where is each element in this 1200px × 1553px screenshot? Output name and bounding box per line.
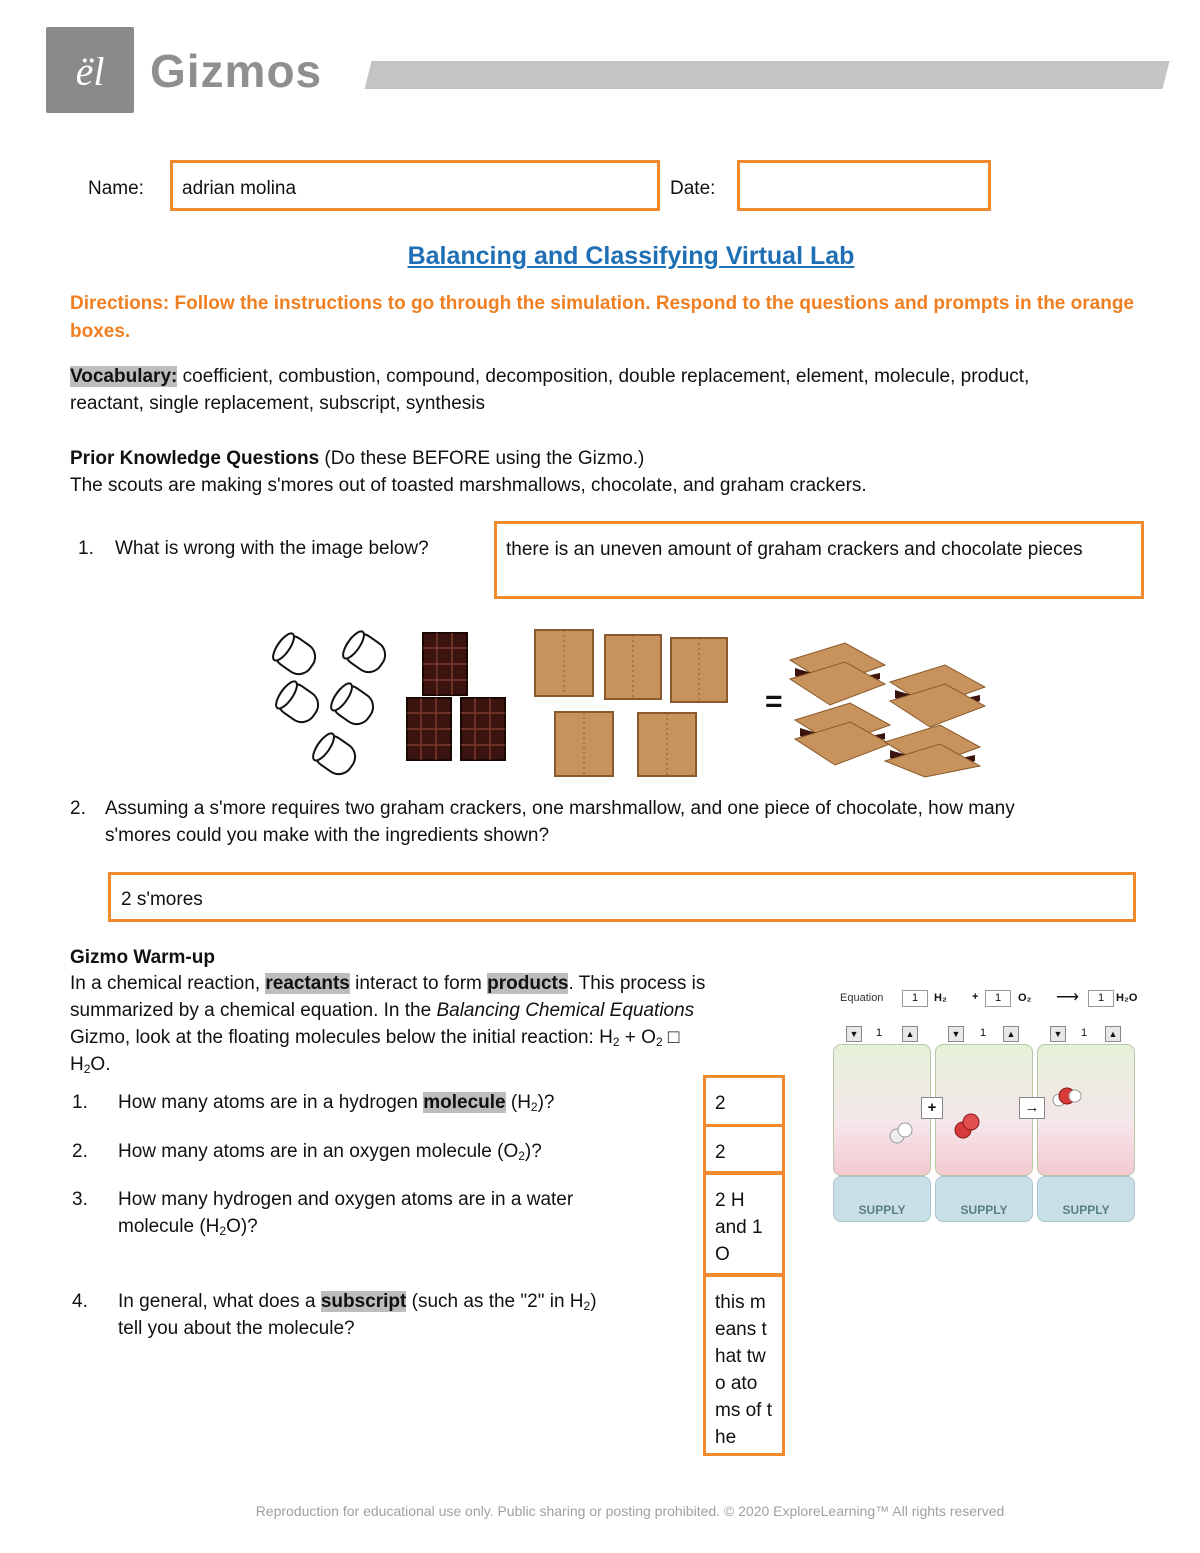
prior-heading-note: (Do these BEFORE using the Gizmo.) bbox=[319, 448, 645, 469]
name-label: Name: bbox=[88, 178, 144, 199]
question-text: (H bbox=[505, 1092, 531, 1113]
warmup-q1-answer-box[interactable] bbox=[703, 1075, 785, 1127]
increase-3-button[interactable]: ▲ bbox=[1105, 1026, 1121, 1042]
smores-illustration bbox=[265, 625, 995, 785]
equals-sign: = bbox=[765, 685, 783, 718]
vocabulary-line1: coefficient, combustion, compound, decomposition, double replacement, element, molecule, product, bbox=[177, 366, 1030, 387]
warmup-q4-answer: this means that two atoms of the bbox=[715, 1292, 773, 1448]
warmup-text: + O bbox=[619, 1027, 656, 1048]
coefficient-2[interactable]: 1 bbox=[985, 990, 1011, 1007]
warmup-text: . This process is bbox=[568, 973, 706, 994]
chocolate-icon bbox=[407, 633, 505, 760]
warmup-text: O. bbox=[90, 1054, 111, 1075]
q1-answer: there is an uneven amount of graham crackers and chocolate pieces bbox=[506, 539, 1083, 560]
q1-number: 1. bbox=[78, 538, 94, 559]
question-text: ) bbox=[590, 1291, 597, 1312]
warmup-text: H bbox=[70, 1054, 84, 1075]
subscript: 2 bbox=[655, 1035, 663, 1049]
species-3: H₂O bbox=[1116, 992, 1138, 1004]
q2-text bbox=[105, 795, 1185, 849]
el-logo-icon bbox=[46, 27, 134, 113]
warmup-q4-number: 4. bbox=[72, 1291, 88, 1312]
vocabulary bbox=[70, 363, 1180, 417]
question-text: tell you about the molecule? bbox=[118, 1318, 355, 1339]
supply-label: SUPPLY bbox=[960, 1203, 1008, 1217]
subscript: 2 bbox=[583, 1299, 591, 1313]
warmup-heading: Gizmo Warm-up bbox=[70, 947, 215, 968]
question-text: O)? bbox=[226, 1216, 258, 1237]
question-text: How many hydrogen and oxygen atoms are in a water bbox=[118, 1189, 574, 1210]
supply-button-3[interactable] bbox=[1037, 1176, 1135, 1222]
warmup-q3-number: 3. bbox=[72, 1189, 88, 1210]
decrease-1-button[interactable]: ▼ bbox=[846, 1026, 862, 1042]
q2-line1: Assuming a s'more requires two graham crackers, one marshmallow, and one piece of chocolate, how many bbox=[105, 798, 1015, 819]
vocabulary-label: Vocabulary: bbox=[70, 366, 178, 387]
warmup-q1-number: 1. bbox=[72, 1092, 88, 1113]
warmup-q2-answer: 2 bbox=[715, 1142, 726, 1163]
subscript: 2 bbox=[83, 1062, 91, 1076]
warmup-text: Gizmo, look at the floating molecules below the initial reaction: H bbox=[70, 1027, 613, 1048]
vocabulary-line2: reactant, single replacement, subscript, synthesis bbox=[70, 393, 486, 414]
oxygen-molecule-icon bbox=[955, 1114, 979, 1138]
question-text: How many atoms are in a hydrogen bbox=[118, 1092, 424, 1113]
graham-cracker-icon bbox=[535, 630, 727, 776]
warmup-q4-answer-box[interactable] bbox=[703, 1274, 785, 1456]
supply-label: SUPPLY bbox=[858, 1203, 906, 1217]
coefficient-1[interactable]: 1 bbox=[902, 990, 928, 1007]
subscript: 2 bbox=[219, 1224, 227, 1238]
decrease-2-button[interactable]: ▼ bbox=[948, 1026, 964, 1042]
warmup-text: □ bbox=[662, 1027, 680, 1048]
smore-icon bbox=[790, 643, 985, 777]
prior-knowledge bbox=[70, 445, 1180, 499]
directions: Directions: Follow the instructions to go through the simulation. Respond to the questions and prompts in the orange boxes. bbox=[70, 293, 1134, 342]
warmup-text: summarized by a chemical equation. In the bbox=[70, 1000, 437, 1021]
q2-number: 2. bbox=[70, 798, 86, 819]
keyword-subscript: subscript bbox=[320, 1291, 407, 1312]
warmup-text: In a chemical reaction, bbox=[70, 973, 266, 994]
warmup-text: interact to form bbox=[349, 973, 488, 994]
question-text: )? bbox=[524, 1141, 542, 1162]
subscript: 2 bbox=[518, 1149, 525, 1163]
species-2: O₂ bbox=[1018, 992, 1032, 1004]
q2-answer-box[interactable] bbox=[108, 872, 1136, 922]
footer-notice: Reproduction for educational use only. Public sharing or posting prohibited. © 2020 ExploreLearning™ All rights reserved bbox=[255, 1503, 1005, 1519]
q1-answer-box[interactable] bbox=[494, 521, 1144, 599]
question-text: In general, what does a bbox=[118, 1291, 321, 1312]
brand-name: Gizmos bbox=[150, 45, 323, 97]
q1-text: What is wrong with the image below? bbox=[115, 538, 429, 559]
increase-2-button[interactable]: ▲ bbox=[1003, 1026, 1019, 1042]
date-value bbox=[740, 163, 988, 177]
warmup-q3-answer-box[interactable] bbox=[703, 1172, 785, 1276]
decrease-3-button[interactable]: ▼ bbox=[1050, 1026, 1066, 1042]
prior-intro: The scouts are making s'mores out of toasted marshmallows, chocolate, and graham crackers. bbox=[70, 475, 867, 496]
header-bar bbox=[365, 61, 1170, 89]
warmup-paragraph bbox=[70, 970, 805, 1078]
water-molecule-icon bbox=[1053, 1088, 1081, 1106]
plus-button[interactable]: + bbox=[921, 1097, 943, 1119]
warmup-q4-text bbox=[118, 1288, 688, 1342]
warmup-q1-text bbox=[118, 1089, 688, 1116]
svg-text:ël: ël bbox=[75, 49, 105, 94]
gizmos-logo bbox=[46, 27, 134, 113]
warmup-q3-answer: 2 H and 1 O bbox=[715, 1190, 763, 1265]
reaction-arrow: ⟶ bbox=[1056, 989, 1079, 1006]
q2-answer: 2 s'mores bbox=[121, 889, 203, 910]
coefficient-3[interactable]: 1 bbox=[1088, 990, 1114, 1007]
subscript: 2 bbox=[530, 1100, 538, 1114]
increase-1-button[interactable]: ▲ bbox=[902, 1026, 918, 1042]
page-title: Balancing and Classifying Virtual Lab bbox=[407, 242, 855, 270]
date-label: Date: bbox=[670, 178, 716, 199]
date-field[interactable] bbox=[737, 160, 991, 211]
warmup-q1-answer: 2 bbox=[715, 1093, 726, 1114]
supply-button-1[interactable] bbox=[833, 1176, 931, 1222]
warmup-q2-answer-box[interactable] bbox=[703, 1124, 785, 1174]
prior-heading: Prior Knowledge Questions bbox=[70, 448, 320, 469]
subscript: 2 bbox=[612, 1035, 620, 1049]
keyword-products: products bbox=[487, 973, 569, 994]
keyword-reactants: reactants bbox=[265, 973, 350, 994]
marshmallow-icon bbox=[269, 628, 390, 779]
question-text: molecule (H bbox=[118, 1216, 220, 1237]
plus-sign: + bbox=[972, 991, 979, 1003]
warmup-q2-number: 2. bbox=[72, 1141, 88, 1162]
name-field[interactable] bbox=[170, 160, 660, 211]
name-value: adrian molina bbox=[182, 178, 297, 199]
question-text: (such as the "2" in H bbox=[406, 1291, 584, 1312]
question-text: )? bbox=[537, 1092, 555, 1113]
keyword-molecule: molecule bbox=[423, 1092, 506, 1113]
supply-button-2[interactable] bbox=[935, 1176, 1033, 1222]
equation-label: Equation bbox=[840, 992, 884, 1004]
hydrogen-molecule-icon bbox=[890, 1123, 912, 1143]
counter-3: 1 bbox=[1081, 1027, 1088, 1039]
q2-line2: s'mores could you make with the ingredients shown? bbox=[105, 825, 550, 846]
gizmo-name: Balancing Chemical Equations bbox=[436, 1000, 695, 1021]
warmup-q3-text bbox=[118, 1186, 688, 1240]
question-text: How many atoms are in an oxygen molecule (O bbox=[118, 1141, 519, 1162]
species-1: H₂ bbox=[934, 992, 947, 1004]
arrow-button[interactable]: → bbox=[1019, 1097, 1045, 1119]
counter-1: 1 bbox=[876, 1027, 883, 1039]
warmup-q2-text bbox=[118, 1138, 688, 1165]
counter-2: 1 bbox=[980, 1027, 987, 1039]
supply-label: SUPPLY bbox=[1062, 1203, 1110, 1217]
